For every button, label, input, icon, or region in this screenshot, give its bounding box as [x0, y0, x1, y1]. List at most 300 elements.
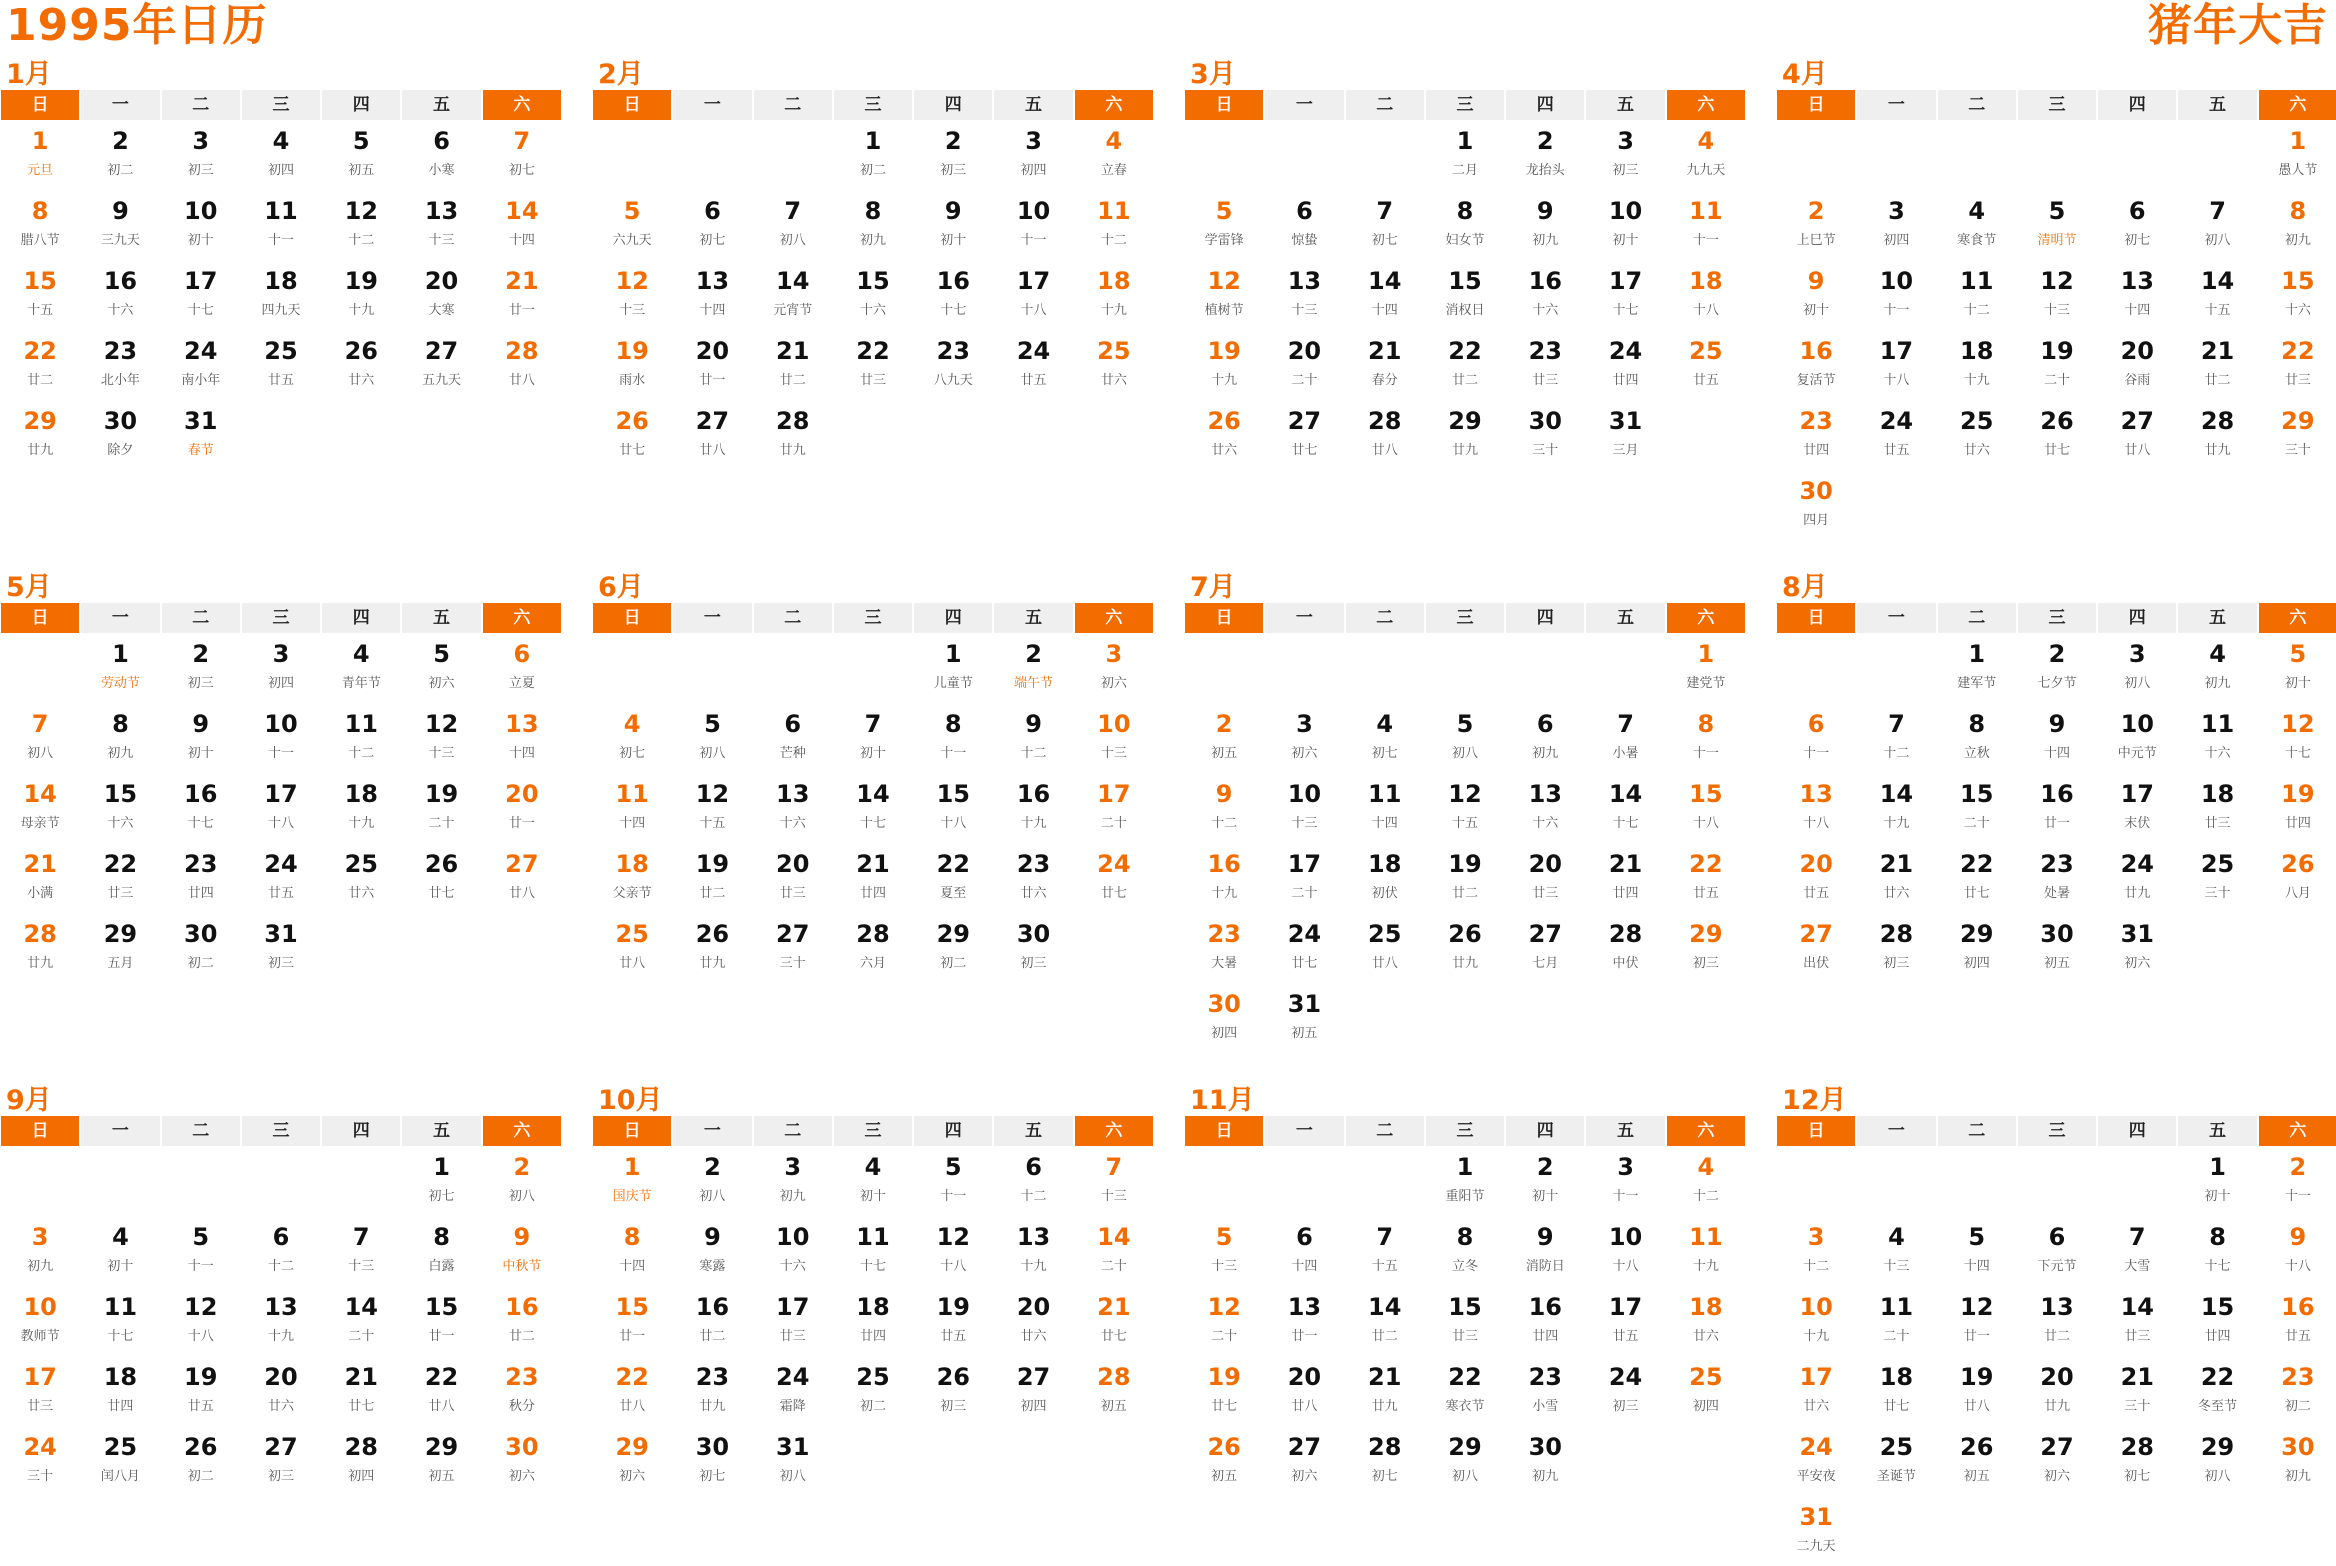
day-cell [753, 190, 833, 260]
lunar-label: 廿八 [699, 443, 726, 458]
weekday-label: 三 [2018, 603, 2096, 633]
day-cell [1585, 1286, 1665, 1356]
day-number: 11 [1689, 1223, 1723, 1251]
lunar-label: 中伏 [1612, 956, 1639, 971]
lunar-label: 廿二 [779, 373, 806, 388]
lunar-label: 廿五 [267, 373, 294, 388]
day-number: 23 [695, 1363, 730, 1391]
weekday-label: 二 [1938, 603, 2016, 633]
lunar-label: 初十 [1532, 1189, 1559, 1204]
day-cell [1937, 1286, 2017, 1356]
day-number: 5 [1968, 1223, 1986, 1251]
day-number: 16 [936, 267, 970, 295]
day-cell [993, 330, 1073, 400]
lunar-label: 廿五 [1883, 443, 1910, 458]
day-cell [401, 330, 481, 400]
weekday-label: 二 [162, 603, 240, 633]
day-cell [993, 773, 1073, 843]
day-number: 27 [1287, 407, 1322, 435]
day-number: 3 [272, 640, 290, 668]
day-cell [1345, 773, 1425, 843]
day-number: 9 [112, 197, 129, 225]
lunar-label: 初八 [699, 1189, 726, 1204]
day-number: 22 [23, 337, 57, 365]
lunar-label: 十四 [1371, 303, 1398, 318]
day-number: 8 [1456, 197, 1474, 225]
lunar-label: 中秋节 [502, 1259, 542, 1274]
day-cell [913, 703, 993, 773]
empty-cell [1856, 120, 1936, 190]
day-cell [993, 1286, 1073, 1356]
lunar-label: 廿五 [940, 1329, 967, 1344]
day-cell [80, 703, 160, 773]
day-grid [1184, 633, 1746, 1053]
lunar-label: 廿七 [1963, 886, 1990, 901]
day-number: 29 [1448, 407, 1482, 435]
lunar-label: 端午节 [1014, 676, 1054, 691]
day-cell [833, 190, 913, 260]
day-cell [2097, 1286, 2177, 1356]
day-cell [0, 1286, 80, 1356]
lunar-label: 廿六 [1692, 1329, 1719, 1344]
lunar-label: 初十 [1612, 233, 1639, 248]
lunar-label: 初七 [699, 233, 726, 248]
day-number: 6 [1296, 197, 1313, 225]
month-name: 6月 [598, 572, 644, 603]
day-cell [592, 1426, 672, 1496]
day-cell [401, 773, 481, 843]
day-number: 16 [184, 780, 218, 808]
lunar-label: 初十 [1803, 303, 1830, 318]
lunar-label: 二十 [428, 816, 455, 831]
lunar-label: 父亲节 [612, 886, 652, 901]
day-number: 12 [695, 780, 730, 808]
day-number: 8 [2209, 1223, 2226, 1251]
day-cell [1425, 913, 1505, 983]
day-number: 25 [1097, 337, 1131, 365]
day-cell [1666, 120, 1746, 190]
day-cell [1505, 703, 1585, 773]
day-cell [672, 1216, 752, 1286]
day-number: 16 [1799, 337, 1833, 365]
day-cell [592, 1286, 672, 1356]
weekday-label: 三 [1426, 603, 1504, 633]
day-number: 7 [352, 1223, 370, 1251]
day-cell [2177, 1356, 2257, 1426]
lunar-label: 廿七 [1100, 1329, 1127, 1344]
day-cell [913, 1286, 993, 1356]
day-cell [161, 120, 241, 190]
day-number: 8 [623, 1223, 641, 1251]
lunar-label: 初七 [1371, 233, 1398, 248]
day-cell [1505, 1356, 1585, 1426]
lunar-label: 初六 [428, 676, 455, 691]
day-cell [1937, 633, 2017, 703]
day-cell [592, 400, 672, 470]
day-cell [1776, 913, 1856, 983]
lunar-label: 初三 [940, 163, 967, 178]
day-number: 29 [424, 1433, 459, 1461]
day-number: 4 [864, 1153, 882, 1181]
month-name: 8月 [1782, 572, 1828, 603]
day-cell [1505, 1146, 1585, 1216]
day-cell [1585, 190, 1665, 260]
day-cell [0, 330, 80, 400]
day-number: 1 [112, 640, 129, 668]
lunar-label: 十九 [1803, 1329, 1830, 1344]
empty-cell [2097, 1146, 2177, 1216]
day-cell [1425, 843, 1505, 913]
lunar-label: 大寒 [428, 303, 455, 318]
day-cell [2258, 1426, 2336, 1496]
lunar-label: 廿七 [2043, 443, 2070, 458]
weekday-label: 一 [1265, 90, 1343, 120]
day-cell [161, 633, 241, 703]
day-cell [993, 843, 1073, 913]
day-cell [592, 1216, 672, 1286]
lunar-label: 初十 [2284, 676, 2311, 691]
lunar-label: 初十 [859, 1189, 886, 1204]
day-number: 10 [1608, 197, 1643, 225]
day-cell [161, 843, 241, 913]
weekday-label: 一 [1265, 603, 1343, 633]
weekday-label: 日 [593, 90, 671, 120]
weekday-label: 三 [1426, 90, 1504, 120]
lunar-label: 十三 [428, 233, 455, 248]
day-cell [1776, 330, 1856, 400]
day-number: 20 [1287, 1363, 1322, 1391]
lunar-label: 十六 [2284, 303, 2311, 318]
lunar-label: 十二 [1020, 746, 1047, 761]
day-number: 16 [1528, 1293, 1562, 1321]
day-number: 6 [1025, 1153, 1042, 1181]
weekday-label: 一 [1857, 90, 1935, 120]
day-cell [1776, 1496, 1856, 1566]
day-cell [0, 1216, 80, 1286]
day-cell [401, 190, 481, 260]
day-number: 10 [184, 197, 218, 225]
lunar-label: 春分 [1371, 373, 1398, 388]
lunar-label: 霜降 [779, 1399, 806, 1414]
lunar-label: 初三 [1612, 1399, 1639, 1414]
day-cell [1585, 260, 1665, 330]
day-cell [1074, 1146, 1154, 1216]
day-cell [1425, 400, 1505, 470]
day-number: 13 [1799, 780, 1833, 808]
day-number: 8 [112, 710, 129, 738]
lunar-label: 初四 [267, 163, 294, 178]
lunar-label: 廿七 [1291, 956, 1318, 971]
day-number: 14 [2200, 267, 2235, 295]
day-cell [1856, 260, 1936, 330]
day-number: 4 [1376, 710, 1394, 738]
day-number: 22 [615, 1363, 649, 1391]
lunar-label: 小满 [27, 886, 54, 901]
day-cell [0, 913, 80, 983]
lunar-label: 初五 [428, 1469, 455, 1484]
lunar-label: 廿九 [2204, 443, 2231, 458]
day-number: 20 [424, 267, 459, 295]
day-number: 12 [1207, 267, 1241, 295]
lunar-label: 廿二 [1451, 886, 1478, 901]
lunar-label: 六月 [859, 956, 886, 971]
day-number: 27 [1016, 1363, 1051, 1391]
lunar-label: 十五 [27, 303, 54, 318]
day-number: 25 [1879, 1433, 1914, 1461]
month-name: 11月 [1190, 1085, 1255, 1116]
lunar-label: 下元节 [2037, 1259, 2077, 1274]
lunar-label: 初六 [2043, 1469, 2070, 1484]
day-cell [1505, 260, 1585, 330]
lunar-label: 廿九 [779, 443, 806, 458]
weekday-label: 五 [1586, 1116, 1664, 1146]
empty-cell [2017, 1146, 2097, 1216]
weekday-label: 四 [2098, 1116, 2176, 1146]
lunar-label: 初三 [1692, 956, 1719, 971]
day-number: 20 [1799, 850, 1833, 878]
day-cell [1264, 190, 1344, 260]
weekday-label: 四 [914, 1116, 992, 1146]
empty-cell [1184, 633, 1264, 703]
day-number: 7 [2128, 1223, 2146, 1251]
day-cell [1264, 1356, 1344, 1426]
lunar-label: 立秋 [1963, 746, 1990, 761]
lunar-label: 初九 [1532, 746, 1559, 761]
lunar-label: 立春 [1100, 163, 1127, 178]
day-number: 22 [1689, 850, 1723, 878]
lunar-label: 十六 [1532, 816, 1559, 831]
lunar-label: 初四 [1020, 1399, 1047, 1414]
day-cell [80, 1356, 160, 1426]
lunar-label: 廿七 [1291, 443, 1318, 458]
day-cell [482, 1356, 562, 1426]
lunar-label: 十一 [1803, 746, 1830, 761]
lunar-label: 初八 [2204, 233, 2231, 248]
day-number: 10 [23, 1293, 57, 1321]
month-block [1184, 1082, 1746, 1496]
day-cell [1505, 1286, 1585, 1356]
day-number: 19 [1448, 850, 1482, 878]
day-number: 22 [856, 337, 890, 365]
day-cell [1856, 843, 1936, 913]
lunar-label: 初九 [107, 746, 134, 761]
day-cell [1264, 1426, 1344, 1496]
lunar-label: 十六 [107, 816, 134, 831]
day-number: 27 [505, 850, 539, 878]
lunar-label: 十七 [940, 303, 967, 318]
day-cell [1856, 913, 1936, 983]
day-cell [993, 1146, 1073, 1216]
day-cell [1345, 190, 1425, 260]
lunar-label: 三九天 [100, 233, 140, 248]
lunar-label: 廿三 [107, 886, 134, 901]
lunar-label: 元旦 [27, 163, 54, 178]
day-number: 2 [1807, 197, 1825, 225]
day-number: 26 [1207, 407, 1241, 435]
lunar-label: 初三 [1883, 956, 1910, 971]
day-number: 20 [2040, 1363, 2074, 1391]
weekday-label: 二 [1938, 1116, 2016, 1146]
day-number: 24 [2120, 850, 2154, 878]
lunar-label: 初五 [1291, 1026, 1318, 1041]
day-cell [1184, 1356, 1264, 1426]
day-cell [0, 773, 80, 843]
lunar-label: 廿六 [1100, 373, 1127, 388]
day-cell [1585, 773, 1665, 843]
lunar-label: 廿五 [2284, 1329, 2311, 1344]
lunar-label: 建军节 [1957, 676, 1997, 691]
lunar-label: 三月 [1612, 443, 1639, 458]
day-number: 7 [1617, 710, 1634, 738]
day-cell [592, 190, 672, 260]
day-number: 26 [1960, 1433, 1994, 1461]
day-number: 31 [1287, 990, 1322, 1018]
day-cell [0, 1356, 80, 1426]
day-cell [753, 1426, 833, 1496]
day-number: 8 [1456, 1223, 1474, 1251]
lunar-label: 廿四 [107, 1399, 134, 1414]
day-number: 24 [1097, 850, 1131, 878]
lunar-label: 三十 [2204, 886, 2231, 901]
lunar-label: 十四 [508, 233, 535, 248]
weekday-label: 四 [2098, 603, 2176, 633]
lunar-label: 廿七 [1883, 1399, 1910, 1414]
empty-cell [753, 633, 833, 703]
lunar-label: 十二 [348, 233, 375, 248]
lunar-label: 初二 [107, 163, 134, 178]
lunar-label: 元宵节 [773, 303, 813, 318]
day-cell [482, 1216, 562, 1286]
lunar-label: 初三 [187, 676, 214, 691]
day-number: 11 [103, 1293, 138, 1321]
day-cell [2258, 120, 2336, 190]
day-number: 3 [1105, 640, 1123, 668]
day-cell [161, 1216, 241, 1286]
day-number: 16 [695, 1293, 730, 1321]
lunar-label: 十四 [1291, 1259, 1318, 1274]
day-cell [592, 773, 672, 843]
day-cell [672, 1356, 752, 1426]
day-cell [1937, 913, 2017, 983]
day-cell [1856, 703, 1936, 773]
lunar-label: 初八 [508, 1189, 535, 1204]
weekday-label: 六 [483, 90, 561, 120]
day-number: 6 [2048, 1223, 2066, 1251]
day-cell [1505, 913, 1585, 983]
day-cell [1937, 703, 2017, 773]
weekday-label: 四 [1506, 603, 1584, 633]
day-number: 16 [1207, 850, 1241, 878]
lunar-label: 廿九 [699, 1399, 726, 1414]
day-cell [2177, 773, 2257, 843]
lunar-label: 廿五 [1692, 373, 1719, 388]
lunar-label: 十一 [1692, 746, 1719, 761]
empty-cell [1345, 633, 1425, 703]
lunar-label: 六九天 [612, 233, 652, 248]
day-number: 28 [1608, 920, 1643, 948]
day-cell [1425, 773, 1505, 843]
lunar-label: 廿二 [27, 373, 54, 388]
day-number: 5 [352, 127, 370, 155]
day-cell [833, 330, 913, 400]
lunar-label: 初九 [27, 1259, 54, 1274]
day-cell [241, 1356, 321, 1426]
lunar-label: 廿三 [1451, 1329, 1478, 1344]
lunar-label: 十九 [348, 816, 375, 831]
day-cell [1074, 120, 1154, 190]
month-name: 3月 [1190, 59, 1236, 90]
day-cell [1776, 1356, 1856, 1426]
lunar-label: 廿六 [348, 373, 375, 388]
day-number: 5 [1215, 1223, 1233, 1251]
day-cell [1074, 1216, 1154, 1286]
day-number: 30 [1528, 1433, 1562, 1461]
day-number: 3 [1617, 1153, 1634, 1181]
lunar-label: 立夏 [508, 676, 535, 691]
day-cell [80, 330, 160, 400]
day-cell [0, 120, 80, 190]
day-cell [672, 190, 752, 260]
day-number: 9 [1536, 197, 1554, 225]
day-cell [833, 1146, 913, 1216]
day-cell [1585, 913, 1665, 983]
day-number: 7 [784, 197, 802, 225]
day-number: 3 [1888, 197, 1905, 225]
empty-cell [1856, 1146, 1936, 1216]
day-number: 21 [23, 850, 57, 878]
day-cell [0, 190, 80, 260]
weekday-label: 四 [914, 90, 992, 120]
weekday-label: 五 [994, 1116, 1072, 1146]
day-cell [2097, 843, 2177, 913]
day-cell [592, 703, 672, 773]
day-cell [1345, 400, 1425, 470]
day-number: 30 [103, 407, 138, 435]
day-cell [2097, 190, 2177, 260]
day-number: 13 [776, 780, 810, 808]
weekday-label: 二 [1938, 90, 2016, 120]
lunar-label: 廿四 [1803, 443, 1830, 458]
day-cell [1425, 120, 1505, 190]
day-cell [2017, 843, 2097, 913]
weekday-label: 五 [1586, 603, 1664, 633]
day-number: 8 [31, 197, 49, 225]
lunar-label: 初六 [2124, 956, 2151, 971]
weekday-label: 六 [1075, 1116, 1153, 1146]
weekday-label: 六 [1667, 90, 1745, 120]
day-number: 21 [1368, 1363, 1402, 1391]
day-cell [2097, 773, 2177, 843]
weekday-label: 二 [754, 1116, 832, 1146]
day-number: 18 [344, 780, 378, 808]
day-cell [241, 703, 321, 773]
day-cell [1074, 703, 1154, 773]
day-number: 4 [352, 640, 370, 668]
day-number: 26 [1207, 1433, 1241, 1461]
day-number: 22 [424, 1363, 459, 1391]
day-cell [241, 773, 321, 843]
lunar-label: 十九 [1211, 886, 1238, 901]
day-number: 27 [1799, 920, 1833, 948]
weekday-label: 六 [2259, 1116, 2336, 1146]
day-number: 10 [776, 1223, 810, 1251]
day-cell [913, 190, 993, 260]
empty-cell [0, 1146, 80, 1216]
day-cell [993, 120, 1073, 190]
lunar-label: 十二 [267, 1259, 294, 1274]
day-cell [753, 913, 833, 983]
day-cell [592, 843, 672, 913]
